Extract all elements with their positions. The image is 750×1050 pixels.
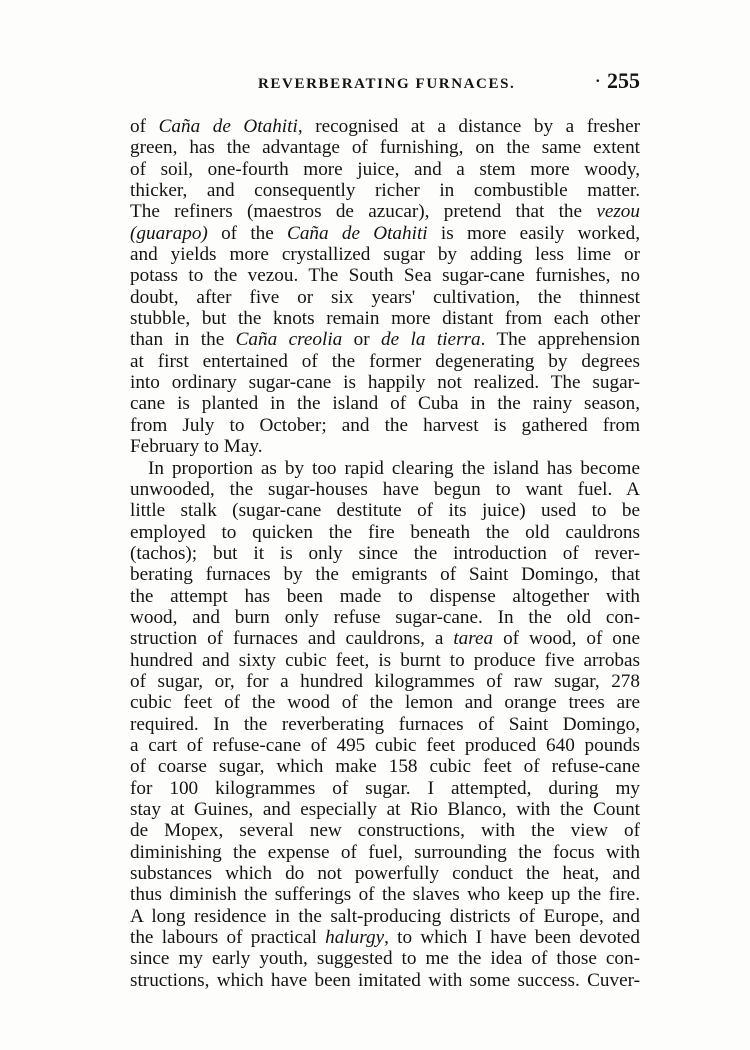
text-line: potass to the vezou. The South Sea sugar-cane furnishes, no — [130, 265, 640, 287]
text-line: unwooded, the sugar-houses have begun to want fuel. A — [130, 478, 640, 500]
text-line: berating furnaces by the emigrants of Saint Domingo, that — [130, 564, 640, 586]
text-line: February to May. — [130, 436, 263, 458]
text-line: wood, and burn only refuse sugar-cane. In the old con- — [130, 606, 640, 628]
text-line: diminishing the expense of fuel, surrounding the focus with — [130, 841, 640, 863]
paragraph — [130, 458, 640, 992]
page-number: · 255 — [594, 68, 640, 94]
text-line: In proportion as by too rapid clearing the island has become — [148, 457, 640, 479]
text-line: cubic feet of the wood of the lemon and orange trees are — [130, 692, 640, 714]
text-line: from July to October; and the harvest is gathered from — [130, 414, 640, 436]
running-head — [130, 62, 640, 96]
text-line: (tachos); but it is only since the introduction of rever- — [130, 542, 640, 564]
text-line: hundred and sixty cubic feet, is burnt to produce five arrobas — [130, 649, 640, 671]
text-line: the labours of practical halurgy, to which I have been devoted — [130, 927, 641, 949]
text-line: substances which do not powerfully conduct the heat, and — [130, 863, 640, 885]
text-line: than in the Caña creolia or de la tierra. The apprehension — [130, 329, 640, 351]
running-title: REVERBERATING FURNACES. — [258, 76, 516, 92]
text-line: of Caña de Otahiti, recognised at a distance by a fresher — [130, 116, 641, 137]
text-line: A long residence in the salt-producing districts of Europe, and — [130, 905, 640, 927]
text-line: The refiners (maestros de azucar), pretend that the vezou — [130, 201, 640, 223]
body-text — [130, 116, 640, 991]
text-line: required. In the reverberating furnaces of Saint Domingo, — [130, 713, 640, 735]
text-line: thus diminish the sufferings of the slaves who keep up the fire. — [130, 884, 640, 906]
text-line: doubt, after five or six years' cultivation, the thinnest — [130, 286, 640, 308]
text-line: since my early youth, suggested to me the idea of those con- — [130, 948, 640, 970]
text-line: de Mopex, several new constructions, with the view of — [130, 820, 640, 842]
text-line: for 100 kilogrammes of sugar. I attempted, during my — [130, 777, 640, 799]
text-line: at first entertained of the former degenerating by degrees — [130, 350, 640, 372]
text-line: stubble, but the knots remain more distant from each other — [130, 308, 640, 330]
text-line: cane is planted in the island of Cuba in the rainy season, — [130, 393, 640, 415]
text-line: green, has the advantage of furnishing, on the same extent — [130, 137, 640, 159]
text-line: thicker, and consequently richer in combustible matter. — [130, 180, 640, 202]
text-line: into ordinary sugar-cane is happily not realized. The sugar- — [130, 372, 640, 394]
text-line: of soil, one-fourth more juice, and a stem more woody, — [130, 158, 640, 180]
text-line: little stalk (sugar-cane destitute of its juice) used to be — [130, 500, 640, 522]
text-line: struction of furnaces and cauldrons, a tarea of wood, of one — [130, 628, 640, 650]
text-line: stay at Guines, and especially at Rio Blanco, with the Count — [130, 799, 640, 820]
paragraph — [130, 116, 640, 458]
text-line: a cart of refuse-cane of 495 cubic feet produced 640 pounds — [130, 734, 640, 756]
text-line: employed to quicken the fire beneath the old cauldrons — [130, 521, 640, 543]
text-line: the attempt has been made to dispense altogether with — [130, 585, 640, 607]
text-line: and yields more crystallized sugar by adding less lime or — [130, 244, 640, 266]
text-line: (guarapo) of the Caña de Otahiti is more easily worked, — [130, 222, 640, 244]
text-line: of sugar, or, for a hundred kilogrammes of raw sugar, 278 — [130, 670, 640, 692]
text-line: structions, which have been imitated with some success. Cuver- — [130, 969, 640, 991]
text-line: of coarse sugar, which make 158 cubic feet of refuse-cane — [130, 756, 640, 778]
